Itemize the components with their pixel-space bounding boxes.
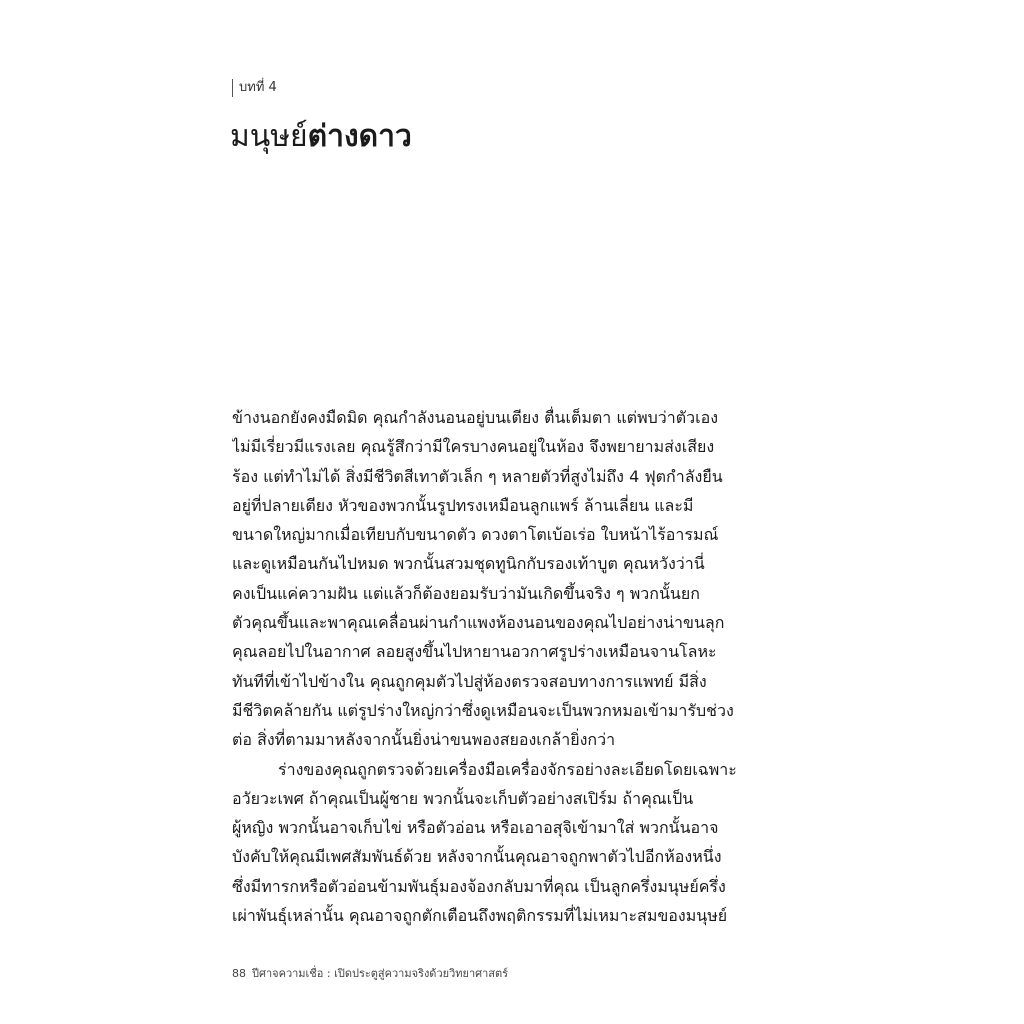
- paragraph-1-line-6: และดูเหมือนกันไปหมด พวกนั้นสวมชุดทูนิกกับรองเท้าบูต คุณหวังว่านี่: [232, 554, 705, 574]
- chapter-title-bold: ต่างดาว: [307, 119, 412, 154]
- paragraph-2-line-2: อวัยวะเพศ ถ้าคุณเป็นผู้ชาย พวกนั้นจะเก็บตัวอย่างสเปิร์ม ถ้าคุณเป็น: [232, 788, 694, 808]
- page-footer: [232, 966, 508, 982]
- paragraph-1-line-7: คงเป็นแค่ความฝัน แต่แล้วก็ต้องยอมรับว่ามันเกิดขึ้นจริง ๆ พวกนั้นยก: [232, 583, 700, 603]
- paragraph-1-line-10: ทันทีที่เข้าไปข้างใน คุณถูกคุมตัวไปสู่ห้องตรวจสอบทางการแพทย์ มีสิ่ง: [232, 671, 707, 691]
- paragraph-2-line-5: ซึ่งมีทารกหรือตัวอ่อนข้ามพันธุ์มองจ้องกลับมาที่คุณ เป็นลูกครึ่งมนุษย์ครึ่ง: [232, 876, 726, 896]
- paragraph-2-line-4: บังคับให้คุณมีเพศสัมพันธ์ด้วย หลังจากนั้นคุณอาจถูกพาตัวไปอีกห้องหนึ่ง: [232, 847, 722, 867]
- paragraph-1-line-9: คุณลอยไปในอากาศ ลอยสูงขึ้นไปหายานอวกาศรูปร่างเหมือนจานโลหะ: [232, 642, 717, 662]
- paragraph-1-line-4: อยู่ที่ปลายเตียง หัวของพวกนั้นรูปทรงเหมือนลูกแพร์ ล้านเลี่ยน และมี: [232, 495, 694, 515]
- chapter-label: บทที่ 4: [232, 79, 277, 97]
- paragraph-2-line-3: ผู้หญิง พวกนั้นอาจเก็บไข่ หรือตัวอ่อน หรือเอาอสุจิเข้ามาใส่ พวกนั้นอาจ: [232, 818, 719, 838]
- chapter-title: [230, 113, 412, 161]
- paragraph-1-line-11: มีชีวิตคล้ายกัน แต่รูปร่างใหญ่กว่าซึ่งดูเหมือนจะเป็นพวกหมอเข้ามารับช่วง: [232, 700, 734, 720]
- paragraph-2-line-1: ร่างของคุณถูกตรวจด้วยเครื่องมือเครื่องจักรอย่างละเอียดโดยเฉพาะ: [278, 759, 737, 779]
- page-number: 88: [232, 967, 246, 980]
- paragraph-1-line-12: ต่อ สิ่งที่ตามมาหลังจากนั้นยิ่งน่าขนพองสยองเกล้ายิ่งกว่า: [232, 730, 616, 750]
- paragraph-1-line-3: ร้อง แต่ทำไม่ได้ สิ่งมีชีวิตสีเทาตัวเล็ก ๆ หลายตัวที่สูงไม่ถึง 4 ฟุตกำลังยืน: [232, 466, 723, 486]
- paragraph-1-line-1: ข้างนอกยังคงมืดมิด คุณกำลังนอนอยู่บนเตียง ตื่นเต็มตา แต่พบว่าตัวเอง: [232, 408, 718, 427]
- paragraph-2-line-6: เผ่าพันธุ์เหล่านั้น คุณอาจถูกตักเตือนถึงพฤติกรรมที่ไม่เหมาะสมของมนุษย์: [232, 906, 728, 926]
- paragraph-1-line-5: ขนาดใหญ่มากเมื่อเทียบกับขนาดตัว ดวงตาโตเบ้อเร่อ ใบหน้าไร้อารมณ์: [232, 525, 719, 545]
- paragraph-1-line-2: ไม่มีเรี่ยวมีแรงเลย คุณรู้สึกว่ามีใครบางคนอยู่ในห้อง จึงพยายามส่งเสียง: [232, 437, 715, 457]
- chapter-title-light: มนุษย์: [230, 119, 308, 154]
- running-title: ปีศาจความเชื่อ : เปิดประตูสู่ความจริงด้วยวิทยาศาสตร์: [252, 967, 509, 980]
- paragraph-1-line-8: ตัวคุณขึ้นและพาคุณเคลื่อนผ่านกำแพงห้องนอนของคุณไปอย่างน่าขนลุก: [232, 613, 725, 633]
- body-text: [232, 403, 777, 930]
